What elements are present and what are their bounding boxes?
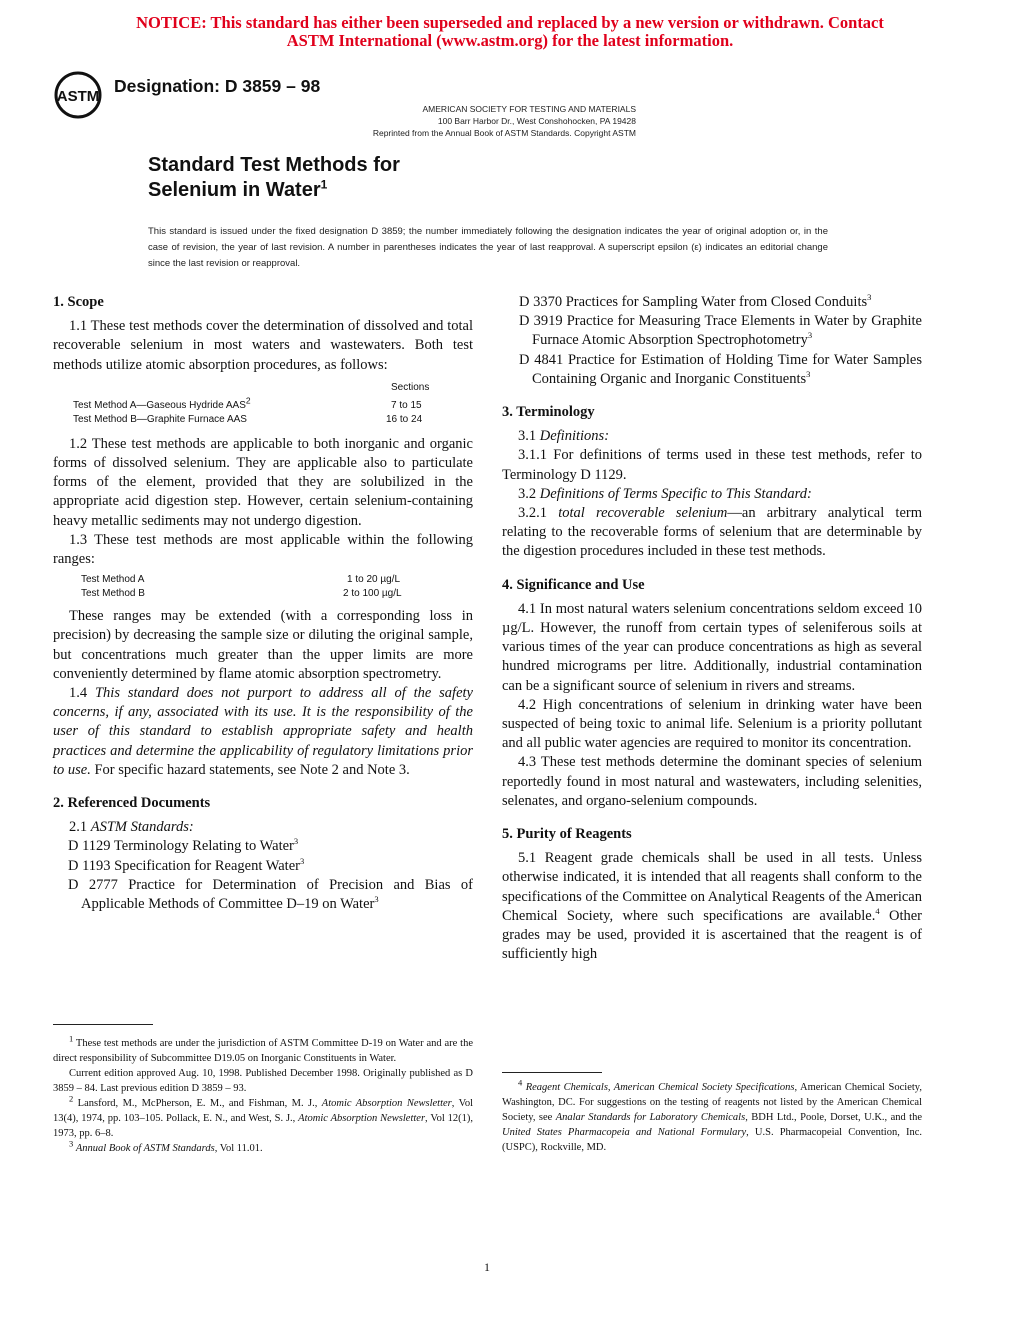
sections-header: Sections bbox=[391, 381, 430, 393]
para-ranges: These ranges may be extended (with a corresponding loss in precision) by decreasing the sample size or diluting the original sample, but concentrations much greater than the upper limits are more conveniently determined by flame atomic absorption spectrometry. bbox=[53, 608, 473, 682]
para-1-4: 1.4 This standard does not purport to address all of the safety concerns, if any, associated with its use. It is the responsibility of the user of this standard to establish appropriate safety and health practices and determine the applicability of regulatory limitations prior to use. For specific hazard statements, see Note 2 and Note 3. bbox=[53, 685, 473, 778]
title-line-1: Standard Test Methods for bbox=[148, 154, 400, 176]
para-4-2: 4.2 High concentrations of selenium in drinking water have been suspected of being toxic to animal life. Selenium is a priority pollutant and all public water agencies are required to monitor its concentration. bbox=[502, 696, 922, 752]
heading-significance: 4. Significance and Use bbox=[502, 576, 645, 593]
table-cell: 1 to 20 µg/L bbox=[347, 574, 401, 586]
list-item: D 4841 Practice for Estimation of Holding Time for Water Samples Containing Organic and Inorganic Constituents$^3$ bbox=[519, 351, 922, 387]
table-row: Test Method A bbox=[81, 574, 145, 586]
footnote-1: $^1$ These test methods are under the jurisdiction of ASTM Committee D-19 on Water and are the direct responsibility of Subcommittee D19.05 on Inorganic Constituents in Water. bbox=[53, 1033, 473, 1064]
table-row: Test Method B bbox=[81, 588, 145, 600]
heading-purity: 5. Purity of Reagents bbox=[502, 826, 632, 843]
list-item: D 1193 Specification for Reagent Water$^3$ bbox=[68, 855, 305, 874]
para-1-2: 1.2 These test methods are applicable to both inorganic and organic forms of dissolved selenium. They are applicable also to particulate forms of the element, provided that they are solubilized in the appropriate acid digestion step. However, certain selenium-containing heavy metallic sediments may not undergo digestion. bbox=[53, 435, 473, 529]
table-cell: 7 to 15 bbox=[391, 399, 422, 411]
footnote-2: $^2$ Lansford, M., McPherson, E. M., and Fishman, M. J., Atomic Absorption Newsletter, Vol 13(4), 1974, pp. 103–105. Pollack, E. N., and West, S. J., Atomic Absorption Newsletter, Vol 12(1), 1973, pp. 6–8. bbox=[53, 1093, 473, 1139]
publisher-info bbox=[330, 103, 636, 139]
footnote-4: $^4$ Reagent Chemicals, American Chemical Society Specifications, American Chemical Society, Washington, DC. For suggestions on the testing of reagents not listed by the American Chemical Society, see Analar Standards for Laboratory Chemicals, BDH Ltd., Poole, Dorset, U.K., and the United States Pharmacopeia and National Formulary, U.S. Pharmacopeial Convention, Inc. (USPC), Rockville, MD. bbox=[502, 1077, 923, 1153]
footnote-1-edition: Current edition approved Aug. 10, 1998. Published December 1998. Originally published as D 3859 – 84. Last previous edition D 3859 – 93. bbox=[53, 1068, 473, 1094]
heading-terminology: 3. Terminology bbox=[502, 404, 595, 421]
heading-referenced-documents: 2. Referenced Documents bbox=[53, 795, 211, 812]
table-row: Test Method A—Gaseous Hydride AAS$^2$ bbox=[73, 395, 251, 411]
astm-logo bbox=[52, 70, 104, 120]
para-1-3: 1.3 These test methods are most applicable within the following ranges: bbox=[53, 531, 473, 568]
para-3-2: 3.2 Definitions of Terms Specific to This Standard: bbox=[518, 485, 812, 502]
list-item: D 1129 Terminology Relating to Water$^3$ bbox=[68, 836, 299, 855]
list-item: D 2777 Practice for Determination of Precision and Bias of Applicable Methods of Committee D–19 on Water$^3$ bbox=[68, 876, 473, 913]
para-3-1-1: 3.1.1 For definitions of terms used in these test methods, refer to Terminology D 1129. bbox=[502, 447, 922, 483]
para-3-1: 3.1 Definitions: bbox=[518, 428, 610, 445]
publisher-address: 100 Barr Harbor Dr., West Conshohocken, PA 19428 bbox=[437, 116, 636, 126]
footnote-3: $^3$ Annual Book of ASTM Standards, Vol 11.01. bbox=[69, 1138, 263, 1154]
notice-banner bbox=[0, 14, 1020, 50]
para-4-1: 4.1 In most natural waters selenium concentrations seldom exceed 10 µg/L. However, the runoff from certain types of seleniferous soils at various times of the year can produce concentrations as high as several hundred micrograms per litre. Additionally, industrial contamination can be a significant source of selenium in rivers and streams. bbox=[502, 600, 922, 694]
list-item: D 3919 Practice for Measuring Trace Elements in Water by Graphite Furnace Atomic Absorption Spectrophotometry$^3$ bbox=[519, 313, 922, 349]
para-3-2-1: 3.2.1 total recoverable selenium—an arbitrary analytical term relating to the recoverable forms of selenium that are determinable by the digestion procedures included in these test methods. bbox=[502, 505, 922, 560]
footnote-divider bbox=[53, 1024, 153, 1025]
notice-line-2: ASTM International (www.astm.org) for the latest information. bbox=[286, 31, 734, 50]
issuance-statement: This standard is issued under the fixed designation D 3859; the number immediately following the designation indicates the year of original adoption or, in the case of revision, the year of last revision. A number in parentheses indicates the year of last reapproval. A superscript epsilon (ε) indicates an editorial change since the last revision or reapproval. bbox=[148, 226, 828, 269]
notice-line-1: NOTICE: This standard has either been superseded and replaced by a new version or withdrawn. Contact bbox=[136, 13, 884, 32]
footnotes-right bbox=[502, 1077, 923, 1155]
title-line-2: Selenium in Water$^1$ bbox=[148, 177, 328, 201]
right-column bbox=[502, 293, 922, 965]
designation: Designation: D 3859 – 98 bbox=[114, 76, 321, 96]
heading-scope: 1. Scope bbox=[53, 294, 104, 310]
title-footnote-ref: 1 bbox=[320, 177, 328, 192]
publisher-name: AMERICAN SOCIETY FOR TESTING AND MATERIALS bbox=[422, 104, 636, 114]
footnote-divider bbox=[502, 1072, 602, 1073]
list-item: D 3370 Practices for Sampling Water from Closed Conduits$^3$ bbox=[519, 292, 872, 310]
ranges-table bbox=[53, 569, 473, 607]
left-column bbox=[53, 293, 473, 914]
page-number: 1 bbox=[484, 1260, 490, 1274]
para-1-1: 1.1 These test methods cover the determination of dissolved and total recoverable selenium in most waters and wastewaters. Both test methods utilize atomic absorption procedures, as follows: bbox=[53, 318, 473, 373]
document-title bbox=[148, 153, 400, 203]
table-cell: 16 to 24 bbox=[386, 413, 423, 425]
table-row: Test Method B—Graphite Furnace AAS bbox=[73, 413, 247, 425]
para-5-1: 5.1 Reagent grade chemicals shall be used in all tests. Unless otherwise indicated, it is intended that all reagents shall conform to the specifications of the Committee on Analytical Reagents of the American Chemical Society, where such specifications are available.$^4$ Other grades may be used, provided it is ascertained that the reagent is of sufficiently high bbox=[502, 850, 922, 963]
sections-table bbox=[53, 377, 473, 427]
para-4-3: 4.3 These test methods determine the dominant species of selenium reportedly found in most natural and wastewaters, including selenities, selenates, and organo-selenium compounds. bbox=[502, 754, 922, 809]
para-2-1: 2.1 ASTM Standards: bbox=[69, 819, 194, 836]
logo-text: ASTM bbox=[56, 88, 100, 105]
footnotes-left bbox=[53, 1033, 473, 1156]
reprint-note: Reprinted from the Annual Book of ASTM Standards. Copyright ASTM bbox=[372, 128, 636, 138]
table-cell: 2 to 100 µg/L bbox=[343, 588, 402, 600]
